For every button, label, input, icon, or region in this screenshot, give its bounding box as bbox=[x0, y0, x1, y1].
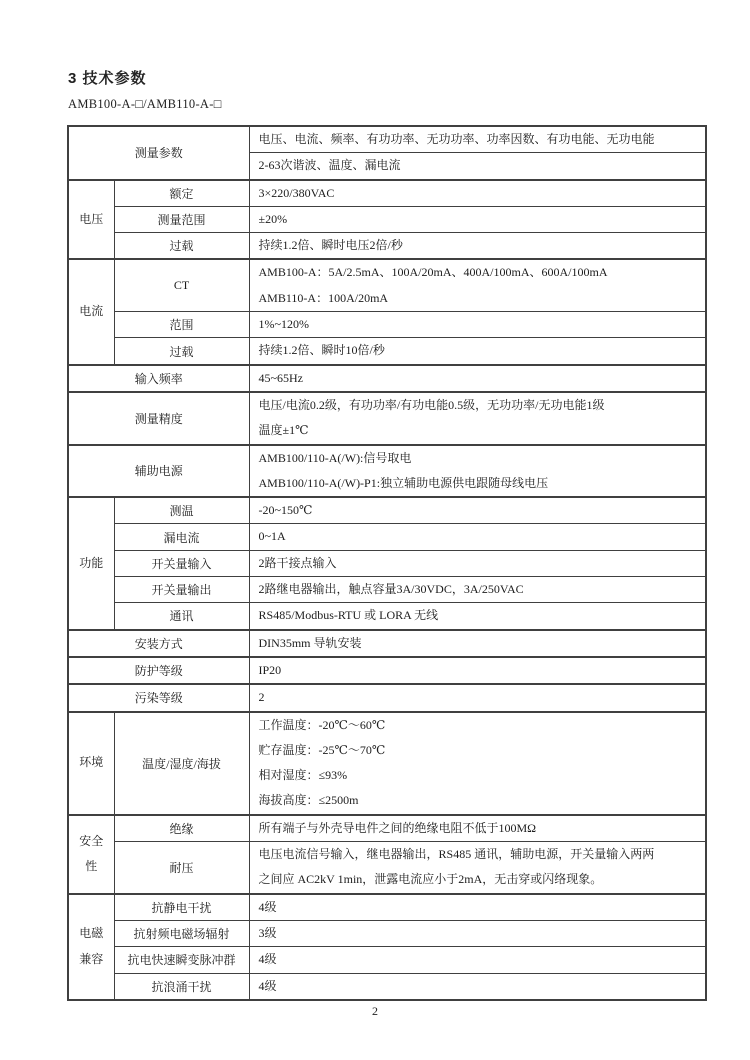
cell-param-accuracy: 测量精度 bbox=[68, 392, 249, 445]
function-comm-value: RS485/Modbus-RTU 或 LORA 无线 bbox=[258, 608, 439, 623]
cell-group-current bbox=[68, 259, 114, 364]
table-row bbox=[68, 392, 706, 445]
cell-value-function-comm bbox=[249, 603, 706, 630]
aux-power-line1: AMB100/110-A(/W):信号取电 bbox=[258, 450, 412, 465]
emc-eft-value: 4级 bbox=[258, 952, 277, 967]
withstand-line2: 之间应 AC2kV 1min，泄露电流应小于2mA，无击穿或闪络现象。 bbox=[258, 872, 603, 887]
cell-value-current-overload bbox=[249, 338, 706, 365]
table-row bbox=[68, 603, 706, 630]
mounting-value: DIN35mm 导轨安装 bbox=[258, 635, 362, 650]
table-row bbox=[68, 842, 706, 894]
cell-param-aux-power: 辅助电源 bbox=[68, 445, 249, 498]
group-label-function: 功能 bbox=[79, 555, 104, 570]
table-row bbox=[68, 712, 706, 815]
input-frequency-value: 45~65Hz bbox=[258, 370, 303, 385]
function-leakage-value: 0~1A bbox=[258, 529, 286, 544]
table-row bbox=[68, 312, 706, 338]
cell-value-measure-1 bbox=[249, 126, 706, 153]
section-title: 3 技术参数 bbox=[68, 70, 147, 87]
page-number: 2 bbox=[372, 1004, 378, 1018]
table-row bbox=[68, 973, 706, 1000]
cell-param-protection: 防护等级 bbox=[68, 657, 249, 684]
cell-value-safety-insulation bbox=[249, 815, 706, 842]
cell-value-measure-2 bbox=[249, 153, 706, 180]
cell-group-function bbox=[68, 497, 114, 629]
function-do-value: 2路继电器输出，触点容量3A/30VDC，3A/250VAC bbox=[258, 582, 524, 597]
environment-line1: 工作温度：-20℃～60℃ bbox=[258, 717, 386, 732]
cell-group-safety bbox=[68, 815, 114, 894]
table-row bbox=[68, 947, 706, 973]
cell-value-function-do bbox=[249, 577, 706, 603]
accuracy-line2: 温度±1℃ bbox=[258, 423, 309, 438]
pollution-value: 2 bbox=[258, 690, 265, 705]
table-row bbox=[68, 577, 706, 603]
environment-line4: 海拔高度：≤2500m bbox=[258, 793, 359, 808]
cell-value-emc-esd bbox=[249, 894, 706, 921]
table-row bbox=[68, 206, 706, 232]
cell-param-function-di: 开关量输入 bbox=[114, 550, 249, 576]
cell-value-aux-power bbox=[249, 445, 706, 498]
withstand-line1: 电压电流信号输入，继电器输出，RS485 通讯，辅助电源，开关量输入两两 bbox=[258, 847, 655, 862]
table-row bbox=[68, 126, 706, 153]
cell-group-emc bbox=[68, 894, 114, 1000]
cell-param-current-overload: 过载 bbox=[114, 338, 249, 365]
cell-value-current-range bbox=[249, 312, 706, 338]
environment-line3: 相对湿度：≤93% bbox=[258, 768, 348, 783]
table-row bbox=[68, 684, 706, 711]
cell-param-safety-insulation: 绝缘 bbox=[114, 815, 249, 842]
group-label-emc: 电磁兼容 bbox=[79, 926, 104, 966]
cell-value-voltage-range bbox=[249, 206, 706, 232]
cell-param-pollution: 污染等级 bbox=[68, 684, 249, 711]
cell-param-emc-esd: 抗静电干扰 bbox=[114, 894, 249, 921]
cell-param-function-temp: 测温 bbox=[114, 497, 249, 524]
table-row bbox=[68, 338, 706, 365]
cell-param-emc-eft: 抗电快速瞬变脉冲群 bbox=[114, 947, 249, 973]
cell-param-voltage-rated: 额定 bbox=[114, 180, 249, 207]
cell-value-emc-eft bbox=[249, 947, 706, 973]
cell-group-voltage bbox=[68, 180, 114, 260]
cell-value-current-ct bbox=[249, 259, 706, 311]
group-label-safety: 安全性 bbox=[79, 833, 104, 874]
cell-param-safety-withstand: 耐压 bbox=[114, 842, 249, 894]
cell-value-accuracy bbox=[249, 392, 706, 445]
aux-power-line2: AMB100/110-A(/W)-P1:独立辅助电源供电跟随母线电压 bbox=[258, 475, 549, 490]
voltage-range-value: ±20% bbox=[258, 211, 288, 226]
measure-line1: 电压、电流、频率、有功功率、无功功率、功率因数、有功电能、无功电能 bbox=[258, 132, 655, 146]
cell-param-emc-surge: 抗浪涌干扰 bbox=[114, 973, 249, 1000]
group-label-current: 电流 bbox=[79, 304, 104, 319]
table-row bbox=[68, 550, 706, 576]
cell-value-voltage-overload bbox=[249, 233, 706, 260]
function-di-value: 2路干接点输入 bbox=[258, 555, 337, 570]
cell-value-function-di bbox=[249, 550, 706, 576]
cell-value-function-temp bbox=[249, 497, 706, 524]
emc-rf-value: 3级 bbox=[258, 925, 277, 940]
table-row bbox=[68, 815, 706, 842]
table-row bbox=[68, 630, 706, 657]
spec-table bbox=[67, 125, 707, 1001]
model-subtitle: AMB100-A-□/AMB110-A-□ bbox=[68, 97, 222, 111]
cell-param-input-frequency: 输入频率 bbox=[68, 365, 249, 392]
cell-param-voltage-overload: 过载 bbox=[114, 233, 249, 260]
cell-value-voltage-rated bbox=[249, 180, 706, 207]
measure-line2: 2-63次谐波、温度、漏电流 bbox=[258, 158, 401, 173]
ct-line2: AMB110-A：100A/20mA bbox=[258, 290, 389, 305]
table-row bbox=[68, 524, 706, 550]
cell-param-voltage-range: 测量范围 bbox=[114, 206, 249, 232]
table-row bbox=[68, 497, 706, 524]
group-label-environment: 环境 bbox=[79, 755, 104, 770]
cell-param-current-ct: CT bbox=[114, 259, 249, 311]
cell-value-environment bbox=[249, 712, 706, 815]
cell-param-emc-rf: 抗射频电磁场辐射 bbox=[114, 920, 249, 946]
table-row bbox=[68, 180, 706, 207]
current-overload-value: 持续1.2倍、瞬时10倍/秒 bbox=[258, 343, 385, 358]
accuracy-line1: 电压/电流0.2级，有功功率/有功电能0.5级，无功功率/无功电能1级 bbox=[258, 397, 605, 412]
table-row bbox=[68, 920, 706, 946]
table-row bbox=[68, 233, 706, 260]
cell-param-current-range: 范围 bbox=[114, 312, 249, 338]
table-row bbox=[68, 445, 706, 498]
ct-line1: AMB100-A：5A/2.5mA、100A/20mA、400A/100mA、600A/100mA bbox=[258, 265, 608, 280]
cell-param-measure: 测量参数 bbox=[68, 126, 249, 180]
emc-surge-value: 4级 bbox=[258, 978, 277, 993]
cell-value-input-frequency bbox=[249, 365, 706, 392]
emc-esd-value: 4级 bbox=[258, 899, 277, 914]
cell-value-mounting bbox=[249, 630, 706, 657]
cell-group-environment bbox=[68, 712, 114, 815]
table-row bbox=[68, 259, 706, 311]
voltage-overload-value: 持续1.2倍、瞬时电压2倍/秒 bbox=[258, 238, 403, 253]
cell-value-function-leakage bbox=[249, 524, 706, 550]
function-temp-value: -20~150℃ bbox=[258, 503, 313, 518]
environment-line2: 贮存温度：-25℃～70℃ bbox=[258, 742, 386, 757]
cell-value-pollution bbox=[249, 684, 706, 711]
cell-value-emc-rf bbox=[249, 920, 706, 946]
cell-value-safety-withstand bbox=[249, 842, 706, 894]
cell-param-mounting: 安装方式 bbox=[68, 630, 249, 657]
cell-value-emc-surge bbox=[249, 973, 706, 1000]
current-range-value: 1%~120% bbox=[258, 317, 309, 332]
cell-param-function-leakage: 漏电流 bbox=[114, 524, 249, 550]
protection-value: IP20 bbox=[258, 662, 282, 677]
insulation-value: 所有端子与外壳导电件之间的绝缘电阻不低于100MΩ bbox=[258, 820, 537, 835]
table-row bbox=[68, 365, 706, 392]
cell-param-function-do: 开关量输出 bbox=[114, 577, 249, 603]
cell-param-environment: 温度/湿度/海拔 bbox=[114, 712, 249, 815]
voltage-rated-value: 3×220/380VAC bbox=[258, 185, 335, 200]
table-row bbox=[68, 657, 706, 684]
cell-param-function-comm: 通讯 bbox=[114, 603, 249, 630]
table-row bbox=[68, 894, 706, 921]
group-label-voltage: 电压 bbox=[79, 211, 104, 226]
cell-value-protection bbox=[249, 657, 706, 684]
